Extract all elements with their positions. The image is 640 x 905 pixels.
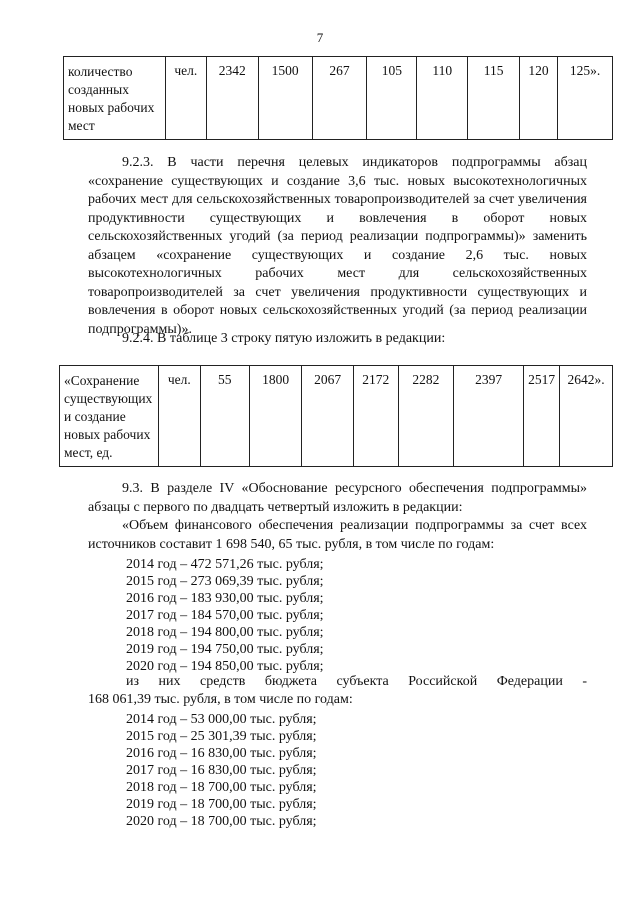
- funding-regional-year: 2016 год – 16 830,00 тыс. рубля;: [126, 746, 317, 761]
- table-cell-label: «Сохранение существующих и создание новых рабочих мест, ед.: [60, 366, 159, 467]
- regional-budget-total: 168 061,39 тыс. рубля, в том числе по годам:: [88, 692, 353, 707]
- table-cell-value: 2517: [524, 366, 560, 467]
- table-cell-value: 110: [417, 57, 468, 140]
- funding-total-year: 2020 год – 194 850,00 тыс. рубля;: [126, 659, 324, 674]
- funding-regional-year: 2017 год – 16 830,00 тыс. рубля;: [126, 763, 317, 778]
- indicator-table-jobs-created: [63, 56, 613, 140]
- regional-budget-intro: из них средств бюджета субъекта Российской Федерации -: [126, 674, 587, 689]
- funding-total-year: 2018 год – 194 800,00 тыс. рубля;: [126, 625, 324, 640]
- funding-regional-year: 2014 год – 53 000,00 тыс. рубля;: [126, 712, 317, 727]
- table-cell-value: 2282: [398, 366, 453, 467]
- table-cell-value: 115: [468, 57, 520, 140]
- table-cell-value: 2067: [302, 366, 354, 467]
- paragraph-9-3: 9.3. В разделе IV «Обоснование ресурсного обеспечения подпрограммы» абзацы с первого по двадцать четвертый изложить в редакции:: [88, 481, 587, 515]
- paragraph-9-3-quote: «Объем финансового обеспечения реализации подпрограммы за счет всех источников составит 1 698 540, 65 тыс. рубля, в том числе по годам:: [88, 518, 587, 552]
- funding-regional-year: 2020 год – 18 700,00 тыс. рубля;: [126, 814, 317, 829]
- table-cell-value: 1500: [258, 57, 312, 140]
- table-cell-value: 2642».: [560, 366, 613, 467]
- funding-total-year: 2016 год – 183 930,00 тыс. рубля;: [126, 591, 324, 606]
- page-number: 7: [316, 30, 324, 45]
- table-row: [60, 366, 613, 467]
- funding-regional-year: 2015 год – 25 301,39 тыс. рубля;: [126, 729, 317, 744]
- table-cell-value: 55: [200, 366, 249, 467]
- funding-total-year: 2015 год – 273 069,39 тыс. рубля;: [126, 574, 324, 589]
- table-cell-unit: чел.: [158, 366, 200, 467]
- table-cell-value: 2172: [353, 366, 398, 467]
- paragraph-9-2-4: 9.2.4. В таблице 3 строку пятую изложить в редакции:: [122, 331, 446, 346]
- funding-total-year: 2014 год – 472 571,26 тыс. рубля;: [126, 557, 324, 572]
- table-cell-value: 267: [312, 57, 367, 140]
- table-cell-label: количество созданных новых рабочих мест: [64, 57, 166, 140]
- table-cell-value: 125».: [558, 57, 613, 140]
- funding-regional-year: 2018 год – 18 700,00 тыс. рубля;: [126, 780, 317, 795]
- paragraph-9-2-3: 9.2.3. В части перечня целевых индикаторов подпрограммы абзац «сохранение существующих и создание 3,6 тыс. новых высокотехнологичных рабочих мест для сельскохозяйственных товаропроизводителей за счет увеличения продуктивности существующих и вовлечения в оборот новых сельскохозяйственных угодий (за период реализации подпрограммы)» заменить абзацем «сохранение существующих и создание 2,6 тыс. новых высокотехнологичных рабочих мест для сельскохозяйственных товаропроизводителей за счет увеличения продуктивности существующих и вовлечения в оборот новых сельскохозяйственных угодий (за период реализации подпрограммы)».: [88, 155, 587, 337]
- table-cell-value: 2397: [454, 366, 524, 467]
- funding-total-year: 2019 год – 194 750,00 тыс. рубля;: [126, 642, 324, 657]
- table-cell-value: 105: [367, 57, 417, 140]
- table-cell-value: 1800: [249, 366, 302, 467]
- table-cell-value: 120: [520, 57, 558, 140]
- table-cell-value: 2342: [206, 57, 258, 140]
- table-cell-unit: чел.: [165, 57, 206, 140]
- table-row: [64, 57, 613, 140]
- indicator-table-jobs-preserved: [59, 365, 613, 467]
- funding-total-year: 2017 год – 184 570,00 тыс. рубля;: [126, 608, 324, 623]
- funding-regional-year: 2019 год – 18 700,00 тыс. рубля;: [126, 797, 317, 812]
